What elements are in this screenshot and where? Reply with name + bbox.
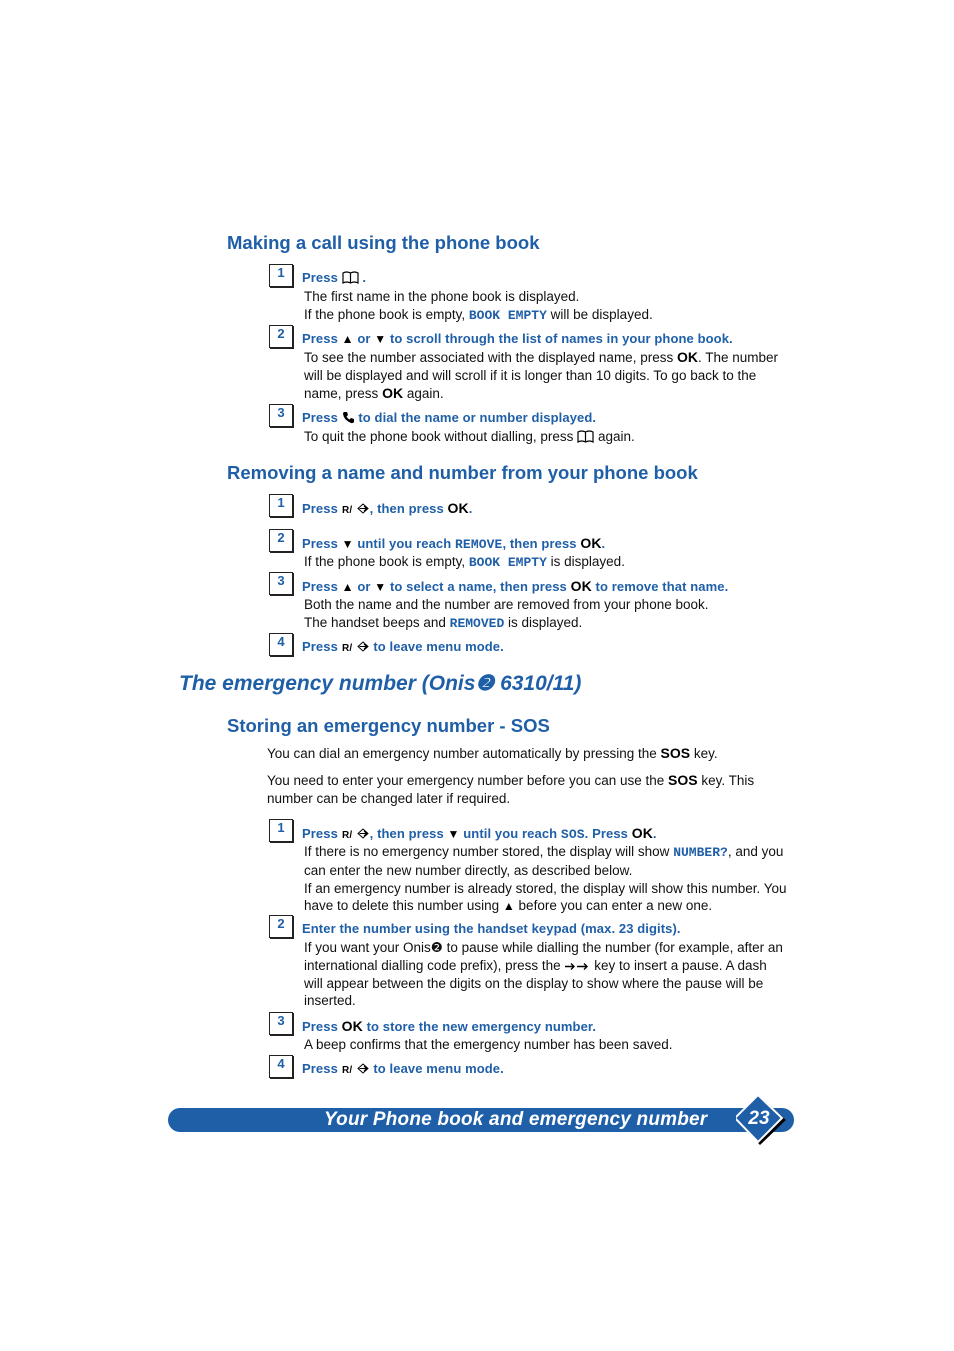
step-description: If the phone book is empty, BOOK EMPTY is displayed. <box>304 554 625 570</box>
section-title-storing-sos: Storing an emergency number - SOS <box>227 715 550 736</box>
down-arrow-icon: ▼ <box>374 332 387 346</box>
step-number: 3 <box>269 572 293 595</box>
down-arrow-icon: ▼ <box>447 827 460 841</box>
step-number: 1 <box>269 819 293 842</box>
r-menu-key-icon <box>342 1062 370 1075</box>
step-number: 1 <box>269 494 293 517</box>
ok-key: OK <box>570 578 592 594</box>
step-number: 1 <box>269 264 293 287</box>
phone-book-icon <box>577 430 594 443</box>
ok-key: OK <box>341 1018 363 1034</box>
lcd-text: NUMBER? <box>673 845 728 860</box>
step-description: The first name in the phone book is displayed. If the phone book is empty, BOOK EMPTY will be displayed. <box>304 289 653 323</box>
step-instruction: Press . <box>302 270 367 285</box>
step-instruction: Press R/ , then press ▼ until you reach SOS. Press OK. <box>302 825 657 842</box>
lcd-text: BOOK EMPTY <box>468 555 547 570</box>
svg-text:R/: R/ <box>341 830 352 840</box>
sos-key: SOS <box>668 772 698 788</box>
ok-key: OK <box>631 825 653 841</box>
pause-key-icon <box>564 961 590 972</box>
step-description: To see the number associated with the displayed name, press OK. The number will be displayed and will scroll if it is longer than 10 digits. To go back to the name, press OK again. <box>304 349 779 401</box>
ok-key: OK <box>382 384 404 401</box>
step-instruction: Press ▼ until you reach REMOVE, then press OK. <box>302 535 606 552</box>
section-title-removing: Removing a name and number from your phone book <box>227 462 698 483</box>
up-arrow-icon: ▲ <box>502 899 515 914</box>
step-instruction: Press ▲ or ▼ to select a name, then press OK to remove that name. <box>302 578 729 594</box>
down-arrow-icon: ▼ <box>341 537 354 551</box>
step-description: A beep confirms that the emergency number has been saved. <box>304 1037 673 1052</box>
step-description: To quit the phone book without dialling, press again. <box>304 429 635 444</box>
up-arrow-icon: ▲ <box>341 332 354 346</box>
step-description: If there is no emergency number stored, the display will show NUMBER?, and you can enter the new number directly, as described below. If an emergency number is already stored, the display will show this number. You have to delete this number using ▲ before you can enter a new one. <box>304 844 787 914</box>
step-number: 2 <box>269 325 293 348</box>
ok-key: OK <box>580 535 602 551</box>
lcd-text: REMOVE <box>455 537 503 552</box>
r-menu-key-icon <box>342 502 370 515</box>
svg-text:R/: R/ <box>341 505 352 515</box>
lcd-text: REMOVED <box>449 615 505 631</box>
lcd-text: BOOK EMPTY <box>468 307 547 323</box>
step-instruction: Press R/ to leave menu mode. <box>302 1061 504 1076</box>
r-menu-key-icon <box>342 640 370 653</box>
footer-title: Your Phone book and emergency number <box>324 1109 708 1130</box>
handset-icon <box>342 411 355 424</box>
step-instruction: Press R/ to leave menu mode. <box>302 639 504 654</box>
step-instruction: Press ▲ or ▼ to scroll through the list of names in your phone book. <box>302 331 733 346</box>
intro-paragraph-2: You need to enter your emergency number before you can use the SOS key. This number can be changed later if required. <box>267 772 755 806</box>
phone-book-icon <box>342 271 359 284</box>
ok-key: OK <box>447 500 469 516</box>
step-instruction: Press R/ , then press OK. <box>302 500 473 516</box>
step-instruction: Press OK to store the new emergency number. <box>302 1018 597 1034</box>
step-number: 2 <box>269 529 293 552</box>
sos-key: SOS <box>660 745 691 761</box>
step-description: If you want your Onis❷ to pause while dialling the number (for example, after an international dialling code prefix), press the key to insert a pause. A dash will appear between the digits on the display to show where the pause will be inserted. <box>304 940 783 1009</box>
ok-key: OK <box>676 349 698 365</box>
step-description: Both the name and the number are removed from your phone book. The handset beeps and REMOVED is displayed. <box>304 597 709 631</box>
step-number: 2 <box>269 915 293 938</box>
step-number: 3 <box>269 404 293 427</box>
step-number: 4 <box>269 1055 293 1078</box>
section-title-making-call: Making a call using the phone book <box>227 232 540 253</box>
step-instruction: Press to dial the name or number displayed. <box>302 410 597 425</box>
page-number: 23 <box>748 1108 770 1129</box>
step-instruction: Enter the number using the handset keypad (max. 23 digits). <box>302 921 681 936</box>
r-menu-key-icon <box>342 827 370 840</box>
step-number: 4 <box>269 633 293 656</box>
step-number: 3 <box>269 1012 293 1035</box>
chapter-title-emergency: The emergency number (Onis❷ 6310/11) <box>179 672 582 695</box>
svg-text:R/: R/ <box>341 643 352 653</box>
lcd-text: SOS <box>560 827 585 842</box>
down-arrow-icon: ▼ <box>374 580 387 594</box>
svg-text:R/: R/ <box>341 1065 352 1075</box>
up-arrow-icon: ▲ <box>341 580 354 594</box>
intro-paragraph-1: You can dial an emergency number automatically by pressing the SOS key. <box>267 745 718 761</box>
